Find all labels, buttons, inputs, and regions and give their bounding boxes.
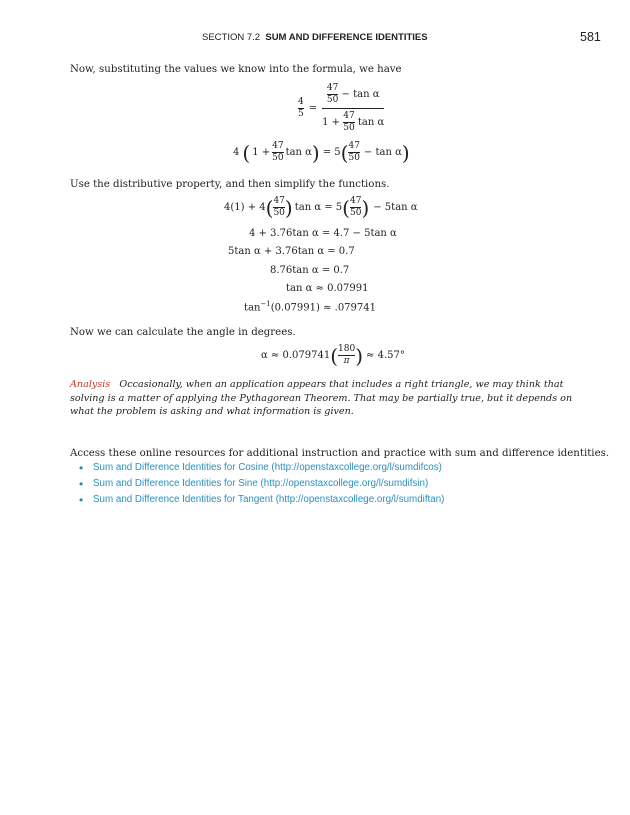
section-title: SUM AND DIFFERENCE IDENTITIES xyxy=(265,32,428,43)
link-sumdifsin[interactable]: • Sum and Difference Identities for Sine (http://openstaxcollege.org/l/sumdifsin) xyxy=(93,478,444,489)
resource-link-list xyxy=(93,462,444,510)
step-line: 8.76tan α = 0.7 xyxy=(270,265,350,276)
step-line: tan α ≈ 0.07991 xyxy=(286,283,369,294)
equation-substitution xyxy=(298,83,384,134)
equation-degrees: α ≈ 0.079741 ( $\frac{180}{\pi}$ ) ≈ 4.57° xyxy=(261,343,405,368)
page-number: 581 xyxy=(580,30,601,44)
distribute-paragraph: Use the distributive property, and then simplify the functions. xyxy=(70,179,390,190)
intro-paragraph: Now, substituting the values we know into the formula, we have xyxy=(70,64,402,75)
equals-sign: = xyxy=(308,103,318,114)
step-line: 5tan α + 3.76tan α = 0.7 xyxy=(228,246,355,257)
degrees-paragraph: Now we can calculate the angle in degrees. xyxy=(70,327,296,338)
link-sumdiftan[interactable]: • Sum and Difference Identities for Tangent (http://openstaxcollege.org/l/sumdiftan) xyxy=(93,494,444,505)
compound-denominator: 1 + $\frac{47}{50}$ tan α xyxy=(322,111,385,133)
analysis-text: Occasionally, when an application appears that includes a right triangle, we may think that solving is a matter of applying the Pythagorean Theorem. That may be partially true, but it depends on what the problem is asking and what information is given. xyxy=(70,379,573,417)
compound-fraction xyxy=(322,83,384,134)
link-sumdifcos[interactable]: • Sum and Difference Identities for Cosine (http://openstaxcollege.org/l/sumdifcos) xyxy=(93,462,444,473)
running-header xyxy=(202,32,428,43)
resources-paragraph: Access these online resources for additional instruction and practice with sum and difference identities. xyxy=(70,448,610,459)
section-label: SECTION 7.2 xyxy=(202,32,261,43)
compound-numerator: $\frac{47}{50}$ − tan α xyxy=(326,83,380,105)
equation-cross-multiplied: 4 ( 1 + $\frac{47}{50}$ tan α ) = 5 ( $\frac{47}{50}$ − tan α ) xyxy=(233,140,410,165)
fraction-four-fifths: $\frac{4}{5}$ xyxy=(298,97,304,119)
step-line: 4 + 3.76tan α = 4.7 − 5tan α xyxy=(249,228,397,239)
analysis-note xyxy=(70,378,590,419)
step-inverse-tangent: $\tan^{-1}(0.07991) \approx .079741$ xyxy=(244,300,376,314)
equation-distributed: 4(1) + 4 ( $\frac{47}{50}$ ) tan α = 5 ( $\frac{47}{50}$ ) − 5tan α xyxy=(224,195,418,220)
analysis-label: Analysis xyxy=(70,379,111,390)
